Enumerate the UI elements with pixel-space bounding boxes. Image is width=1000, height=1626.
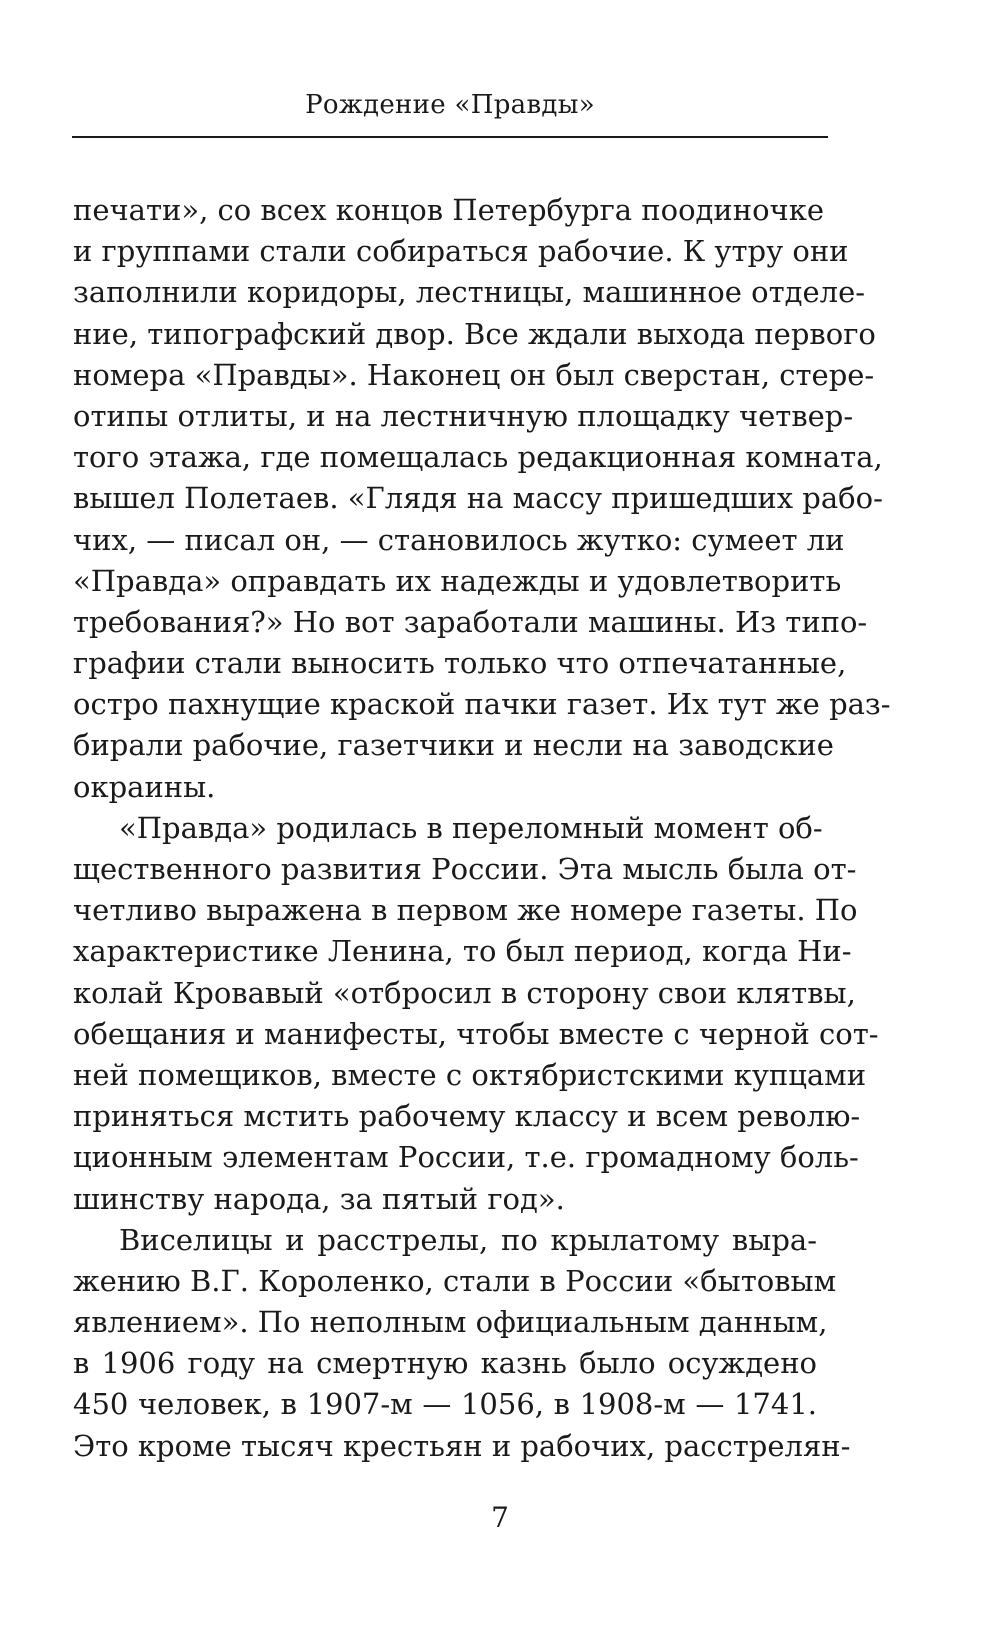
text-line: Это кроме тысяч крестьян и рабочих, расстрелян- <box>73 1428 851 1463</box>
header-rule <box>72 136 828 138</box>
text-line: колай Кровавый «отбросил в сторону свои клятвы, <box>73 975 856 1010</box>
text-line: бирали рабочие, газетчики и несли на заводские <box>73 728 834 763</box>
page-number: 7 <box>491 1501 509 1534</box>
text-line: ней помещиков, вместе с октябристскими купцами <box>73 1057 867 1092</box>
text-line: 450 человек, в 1907-м — 1056, в 1908-м — 1741. <box>73 1387 817 1422</box>
body-text <box>73 190 891 1467</box>
text-line: шинству народа, за пятый год». <box>73 1181 565 1216</box>
text-line: номера «Правды». Наконец он был сверстан, стере- <box>73 357 875 392</box>
text-line: вышел Полетаев. «Глядя на массу пришедших рабо- <box>73 481 883 516</box>
text-line: «Правда» родилась в переломный момент об- <box>119 810 823 845</box>
text-line: графии стали выносить только что отпечатанные, <box>73 646 847 681</box>
text-line: явлением». По неполным официальным данным, <box>73 1305 828 1340</box>
text-line: приняться мстить рабочему классу и всем револю- <box>73 1099 861 1134</box>
text-line: жению В.Г. Короленко, стали в России «бытовым <box>73 1263 837 1298</box>
text-line: характеристике Ленина, то был период, когда Ни- <box>73 934 852 969</box>
text-line: заполнили коридоры, лестницы, машинное отделе- <box>73 275 866 310</box>
text-line: четливо выражена в первом же номере газеты. По <box>73 893 858 928</box>
text-line: и группами стали собираться рабочие. К утру они <box>73 234 849 269</box>
running-head-title: Рождение «Правды» <box>305 90 595 120</box>
text-line: чих, — писал он, — становилось жутко: сумеет ли <box>73 522 845 557</box>
text-line: в 1906 году на смертную казнь было осуждено <box>73 1346 817 1381</box>
text-line: «Правда» оправдать их надежды и удовлетворить <box>73 563 842 598</box>
text-line: ционным элементам России, т.е. громадному боль- <box>73 1140 859 1175</box>
text-line: отипы отлиты, и на лестничную площадку четвер- <box>73 398 854 433</box>
text-line: щественного развития России. Эта мысль была от- <box>73 852 857 886</box>
text-line: того этажа, где помещалась редакционная комната, <box>73 440 883 475</box>
text-line: печати», со всех концов Петербурга поодиночке <box>73 193 824 227</box>
text-line: обещания и манифесты, чтобы вместе с черной сот- <box>73 1016 879 1051</box>
text-line: остро пахнущие краской пачки газет. Их тут же раз- <box>73 687 891 722</box>
text-line: окраины. <box>73 769 216 804</box>
text-line: Виселицы и расстрелы, по крылатому выра- <box>119 1222 817 1257</box>
text-line: ние, типографский двор. Все ждали выхода первого <box>73 316 876 351</box>
text-line: требования?» Но вот заработали машины. Из типо- <box>73 604 868 639</box>
